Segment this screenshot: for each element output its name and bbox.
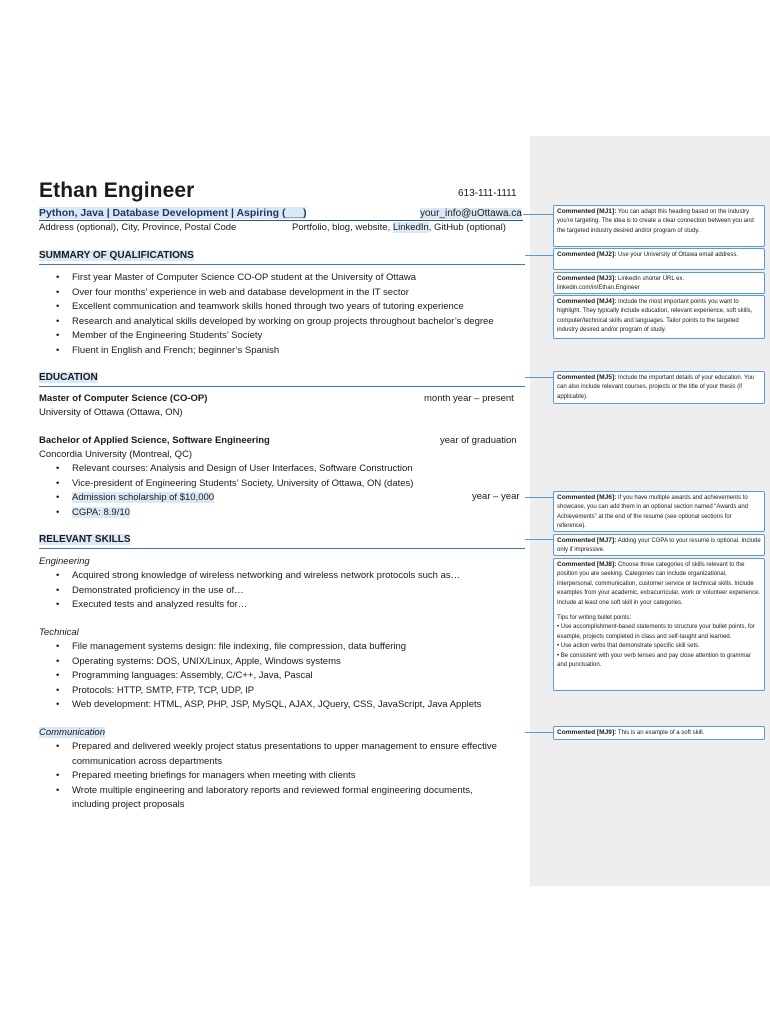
- comment-connector: [525, 255, 553, 256]
- comment-mj3[interactable]: [553, 272, 765, 294]
- degree-date: month year – present: [424, 393, 514, 404]
- school-name: University of Ottawa (Ottawa, ON): [39, 407, 183, 418]
- comment-connector: [525, 377, 553, 378]
- comment-connector: [525, 497, 553, 498]
- comment-label: Commented [MJ6]:: [557, 494, 617, 501]
- skill-item: • Prepared meeting briefings for managers when meeting with clients: [56, 769, 512, 784]
- summary-item: • Excellent communication and teamwork skills honed through two years of tutoring experience: [56, 300, 494, 315]
- education-detail: • Vice-president of Engineering Students’ Society, University of Ottawa, ON (dates): [56, 477, 413, 492]
- comment-mj5[interactable]: [553, 371, 765, 404]
- linkedin-link[interactable]: LinkedIn: [392, 222, 429, 233]
- comment-text: LinkedIn shorter URL ex. linkedin.com/in/Ethan.Engineer: [557, 276, 685, 292]
- comment-label: Commented [MJ5]:: [557, 374, 617, 381]
- summary-item: • First year Master of Computer Science CO-OP student at the University of Ottawa: [56, 271, 494, 286]
- skills-rule: [39, 548, 525, 549]
- skill-item: • Programming languages: Assembly, C/C++, Java, Pascal: [56, 669, 481, 684]
- comment-label: Commented [MJ7]:: [557, 537, 617, 544]
- email-address[interactable]: your_info@uOttawa.ca: [420, 208, 522, 219]
- scholarship-date: year – year: [472, 491, 520, 502]
- education-rule: [39, 386, 525, 387]
- degree-date: year of graduation: [440, 435, 517, 446]
- comment-label: Commented [MJ2]:: [557, 251, 617, 258]
- skill-item: • Executed tests and analyzed results for…: [56, 598, 460, 613]
- summary-item: • Fluent in English and French; beginner’s Spanish: [56, 344, 494, 359]
- comment-tip: • Be consistent with your verb tenses and pay close attention to grammar and punctuation.: [557, 652, 751, 669]
- comment-mj2[interactable]: [553, 248, 765, 270]
- skill-category-technical: Technical: [39, 627, 79, 638]
- skill-item: • Operating systems: DOS, UNIX/Linux, Apple, Windows systems: [56, 655, 481, 670]
- comment-mj4[interactable]: [553, 295, 765, 339]
- education-detail: [56, 506, 413, 521]
- tagline-underline: [39, 220, 523, 221]
- comment-text: Adding your CGPA to your resumé is optional. Include only if impressive.: [557, 538, 761, 554]
- comment-text: Use your University of Ottawa email address.: [618, 252, 739, 258]
- skill-item: • Web development: HTML, ASP, PHP, JSP, MySQL, AJAX, JQuery, CSS, JavaScript, Java Applets: [56, 698, 481, 713]
- education-detail: • Relevant courses: Analysis and Design of User Interfaces, Software Construction: [56, 462, 413, 477]
- summary-item: • Member of the Engineering Students’ Society: [56, 329, 494, 344]
- comment-text: If you have multiple awards and achievements to showcase, you can add them in an optional section named “Awards and Achievements” at the end of the resumé (see optional sections for reference).: [557, 495, 749, 530]
- portfolio-suffix: , GitHub (optional): [428, 222, 506, 233]
- engineering-skills-list: [56, 569, 460, 613]
- skill-item: • File management systems design: file indexing, file compression, data buffering: [56, 640, 481, 655]
- skill-item: • Prepared and delivered weekly project status presentations to upper management to ensure effective communication across departments: [56, 740, 512, 769]
- comment-mj6[interactable]: [553, 491, 765, 532]
- education-details-list: [56, 462, 413, 520]
- comment-text: This is an example of a soft skill.: [617, 730, 705, 736]
- comment-tip: • Use accomplishment-based statements to structure your bullet points, for example, projects completed in class and self-taught and learned.: [557, 624, 755, 640]
- comment-label: Commented [MJ4]:: [557, 298, 617, 305]
- portfolio-links: [292, 222, 506, 233]
- comment-mj7[interactable]: [553, 534, 765, 556]
- comment-connector: [523, 214, 553, 215]
- comment-label: Commented [MJ1]:: [557, 208, 617, 215]
- scholarship-text[interactable]: Admission scholarship of $10,000: [72, 492, 215, 504]
- comment-label: Commented [MJ8]:: [557, 561, 617, 568]
- comment-mj1[interactable]: [553, 205, 765, 247]
- resume-tagline[interactable]: Python, Java | Database Development | Aspiring (___): [39, 207, 307, 219]
- comment-tips-title: Tips for writing bullet points:: [557, 615, 632, 622]
- skill-item: • Wrote multiple engineering and laboratory reports and reviewed formal engineering documents, including project proposals: [56, 784, 512, 813]
- postal-address: Address (optional), City, Province, Postal Code: [39, 222, 237, 233]
- comment-label: Commented [MJ9]:: [557, 729, 617, 736]
- communication-skills-list: [56, 740, 512, 813]
- skill-item: • Demonstrated proficiency in the use of…: [56, 584, 460, 599]
- comment-tip: • Use action verbs that demonstrate specific skill sets.: [557, 643, 700, 650]
- cgpa-text[interactable]: CGPA: 8.9/10: [72, 506, 130, 518]
- skill-item: • Acquired strong knowledge of wireless networking and wireless network protocols such as…: [56, 569, 460, 584]
- comment-label: Commented [MJ3]:: [557, 275, 617, 282]
- degree-title: Master of Computer Science (CO-OP): [39, 393, 208, 404]
- skill-category-engineering: Engineering: [39, 556, 90, 567]
- skill-item: • Protocols: HTTP, SMTP, FTP, TCP, UDP, IP: [56, 684, 481, 699]
- comment-text: You can adapt this heading based on the industry you’re targeting. The idea is to create a clear connection between you and the targeted industry desired and/or program of study.: [557, 209, 754, 234]
- comment-connector: [525, 732, 553, 733]
- school-name: Concordia University (Montreal, QC): [39, 449, 193, 460]
- technical-skills-list: [56, 640, 481, 713]
- summary-item: • Over four months’ experience in web and database development in the IT sector: [56, 286, 494, 301]
- education-heading[interactable]: EDUCATION: [39, 372, 98, 383]
- comment-text: Include the most important points you want to highlight. They typically include education, relevant experience, soft skills, computer/technical skills and languages. Tailor points to the targeted industry desired and/or program of study.: [557, 299, 753, 334]
- degree-title: Bachelor of Applied Science, Software Engineering: [39, 435, 270, 446]
- comment-text: Choose three categories of skills relevant to the position you are seeking. Categories can include organizational, interpersonal, communication, customer service or technical skills. Include examples from your academic, extracurricular, work or volunteer experience. Include at least one soft skill in your categories.: [557, 562, 761, 606]
- comment-connector: [525, 539, 553, 540]
- summary-heading[interactable]: SUMMARY OF QUALIFICATIONS: [39, 250, 194, 261]
- summary-rule: [39, 264, 525, 265]
- phone-number: 613-111-1111: [458, 188, 517, 199]
- education-detail: [56, 491, 413, 506]
- resume-name: Ethan Engineer: [39, 179, 195, 202]
- comment-text: Include the important details of your education. You can also include relevant courses, projects or the title of your thesis (if applicable).: [557, 375, 755, 400]
- summary-item: • Research and analytical skills developed by working on group projects throughout bachelor’s degree: [56, 315, 494, 330]
- skills-heading[interactable]: RELEVANT SKILLS: [39, 534, 131, 545]
- skill-category-communication[interactable]: Communication: [39, 727, 105, 738]
- portfolio-prefix: Portfolio, blog, website,: [292, 222, 393, 233]
- comment-mj8[interactable]: [553, 558, 765, 691]
- comment-mj9[interactable]: [553, 726, 765, 740]
- summary-list: [56, 271, 494, 359]
